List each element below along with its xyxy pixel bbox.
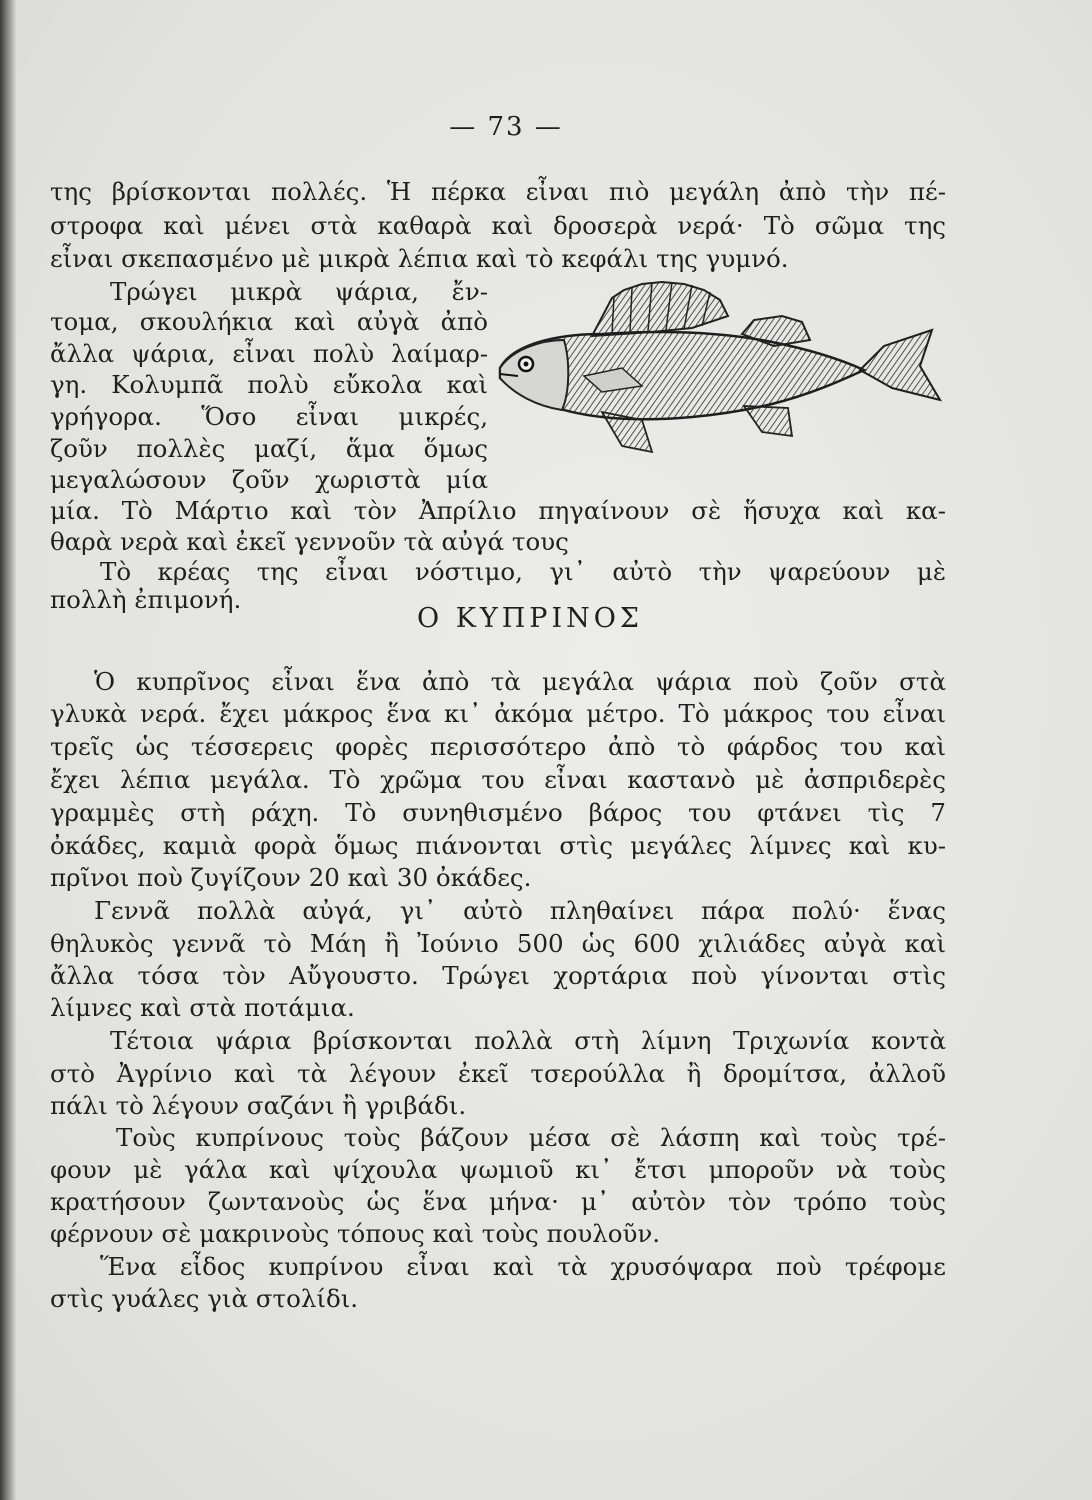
text-line: της βρίσκονται πολλές. Ἡ πέρκα εἶναι πιὸ μεγάλη ἀπὸ τὴν πέ-: [50, 177, 946, 206]
text-line: θηλυκὸς γεννᾶ τὸ Μάη ἢ Ἰούνιο 500 ὡς 600 χιλιάδες αὐγὰ καὶ: [50, 929, 946, 958]
text-line: Τὸ κρέας της εἶναι νόστιμο, γι᾿ αὐτὸ τὴν ψαρεύουν μὲ: [100, 557, 946, 586]
text-line: γρήγορα. Ὅσο εἶναι μικρές,: [50, 402, 488, 431]
text-line: γραμμὲς στὴ ράχη. Τὸ συνηθισμένο βάρος του φτάνει τὶς 7: [50, 798, 946, 827]
perch-fish-illustration: [492, 276, 952, 456]
text-line: ζοῦν πολλὲς μαζί, ἅμα ὅμως: [50, 434, 488, 463]
page-number: — 73 —: [449, 112, 563, 142]
text-line: λίμνες καὶ στὰ ποτάμια.: [50, 993, 355, 1022]
text-line: θαρὰ νερὰ καὶ ἐκεῖ γεννοῦν τὰ αὐγά τους: [50, 527, 569, 556]
section-heading: Ο ΚΥΠΡΙΝΟΣ: [417, 603, 643, 634]
text-line: φουν μὲ γάλα καὶ ψίχουλα ψωμιοῦ κι᾿ ἔτσι μποροῦν νὰ τοὺς: [50, 1155, 946, 1184]
book-spine-shadow: [0, 0, 16, 1500]
text-line: πρῖνοι ποὺ ζυγίζουν 20 καὶ 30 ὀκάδες.: [50, 863, 532, 892]
text-line: τρεῖς ὡς τέσσερεις φορὲς περισσότερο ἀπὸ τὸ φάρδος του καὶ: [50, 732, 946, 761]
text-line: μεγαλώσουν ζοῦν χωριστὰ μία: [50, 465, 488, 494]
text-line: φέρνουν σὲ μακρινοὺς τόπους καὶ τοὺς πουλοῦν.: [50, 1219, 661, 1248]
text-line: ἔχει λέπια μεγάλα. Τὸ χρῶμα του εἶναι καστανὸ μὲ ἀσπριδερὲς: [50, 765, 946, 794]
text-line: Ὁ κυπρῖνος εἶναι ἕνα ἀπὸ τὰ μεγάλα ψάρια ποὺ ζοῦν στὰ: [94, 667, 946, 696]
text-line: πολλὴ ἐπιμονή.: [50, 585, 242, 614]
text-line: στροφα καὶ μένει στὰ καθαρὰ καὶ δροσερὰ νερά· Τὸ σῶμα της: [50, 211, 946, 240]
text-line: Ἕνα εἶδος κυπρίνου εἶναι καὶ τὰ χρυσόψαρα ποὺ τρέφομε: [100, 1252, 946, 1281]
text-line: ὀκάδες, καμιὰ φορὰ ὅμως πιάνονται στὶς μεγάλες λίμνες καὶ κυ-: [50, 831, 946, 860]
text-line: ἄλλα ψάρια, εἶναι πολὺ λαίμαρ-: [50, 339, 488, 368]
text-line: κρατήσουν ζωντανοὺς ὡς ἕνα μήνα· μ᾿ αὐτὸν τὸν τρόπο τοὺς: [50, 1187, 946, 1216]
text-line: στὶς γυάλες γιὰ στολίδι.: [50, 1284, 359, 1313]
text-line: Τοὺς κυπρίνους τοὺς βάζουν μέσα σὲ λάσπη καὶ τοὺς τρέ-: [116, 1123, 946, 1152]
text-line: Τέτοια ψάρια βρίσκονται πολλὰ στὴ λίμνη Τριχωνία κοντὰ: [110, 1026, 946, 1055]
text-line: γη. Κολυμπᾶ πολὺ εὔκολα καὶ: [50, 370, 488, 399]
text-line: Γεννᾶ πολλὰ αὐγά, γι᾿ αὐτὸ πληθαίνει πάρα πολύ· ἕνας: [94, 896, 946, 925]
text-line: ἄλλα τόσα τὸν Αὔγουστο. Τρώγει χορτάρια ποὺ γίνονται στὶς: [50, 961, 946, 990]
text-line: Τρώγει μικρὰ ψάρια, ἔν-: [110, 277, 488, 306]
text-line: εἶναι σκεπασμένο μὲ μικρὰ λέπια καὶ τὸ κεφάλι της γυμνό.: [50, 244, 789, 273]
text-line: γλυκὰ νερά. ἔχει μάκρος ἕνα κι᾿ ἀκόμα μέτρο. Τὸ μάκρος του εἶναι: [50, 699, 946, 728]
text-line: τομα, σκουλήκια καὶ αὐγὰ ἀπὸ: [50, 307, 488, 336]
text-line: στὸ Ἀγρίνιο καὶ τὰ λέγουν ἐκεῖ τσερούλλα ἢ δρομίτσα, ἀλλοῦ: [50, 1059, 946, 1088]
text-line: πάλι τὸ λέγουν σαζάνι ἢ γριβάδι.: [50, 1091, 467, 1120]
text-line: μία. Τὸ Μάρτιο καὶ τὸν Ἀπρίλιο πηγαίνουν σὲ ἥσυχα καὶ κα-: [50, 496, 946, 525]
